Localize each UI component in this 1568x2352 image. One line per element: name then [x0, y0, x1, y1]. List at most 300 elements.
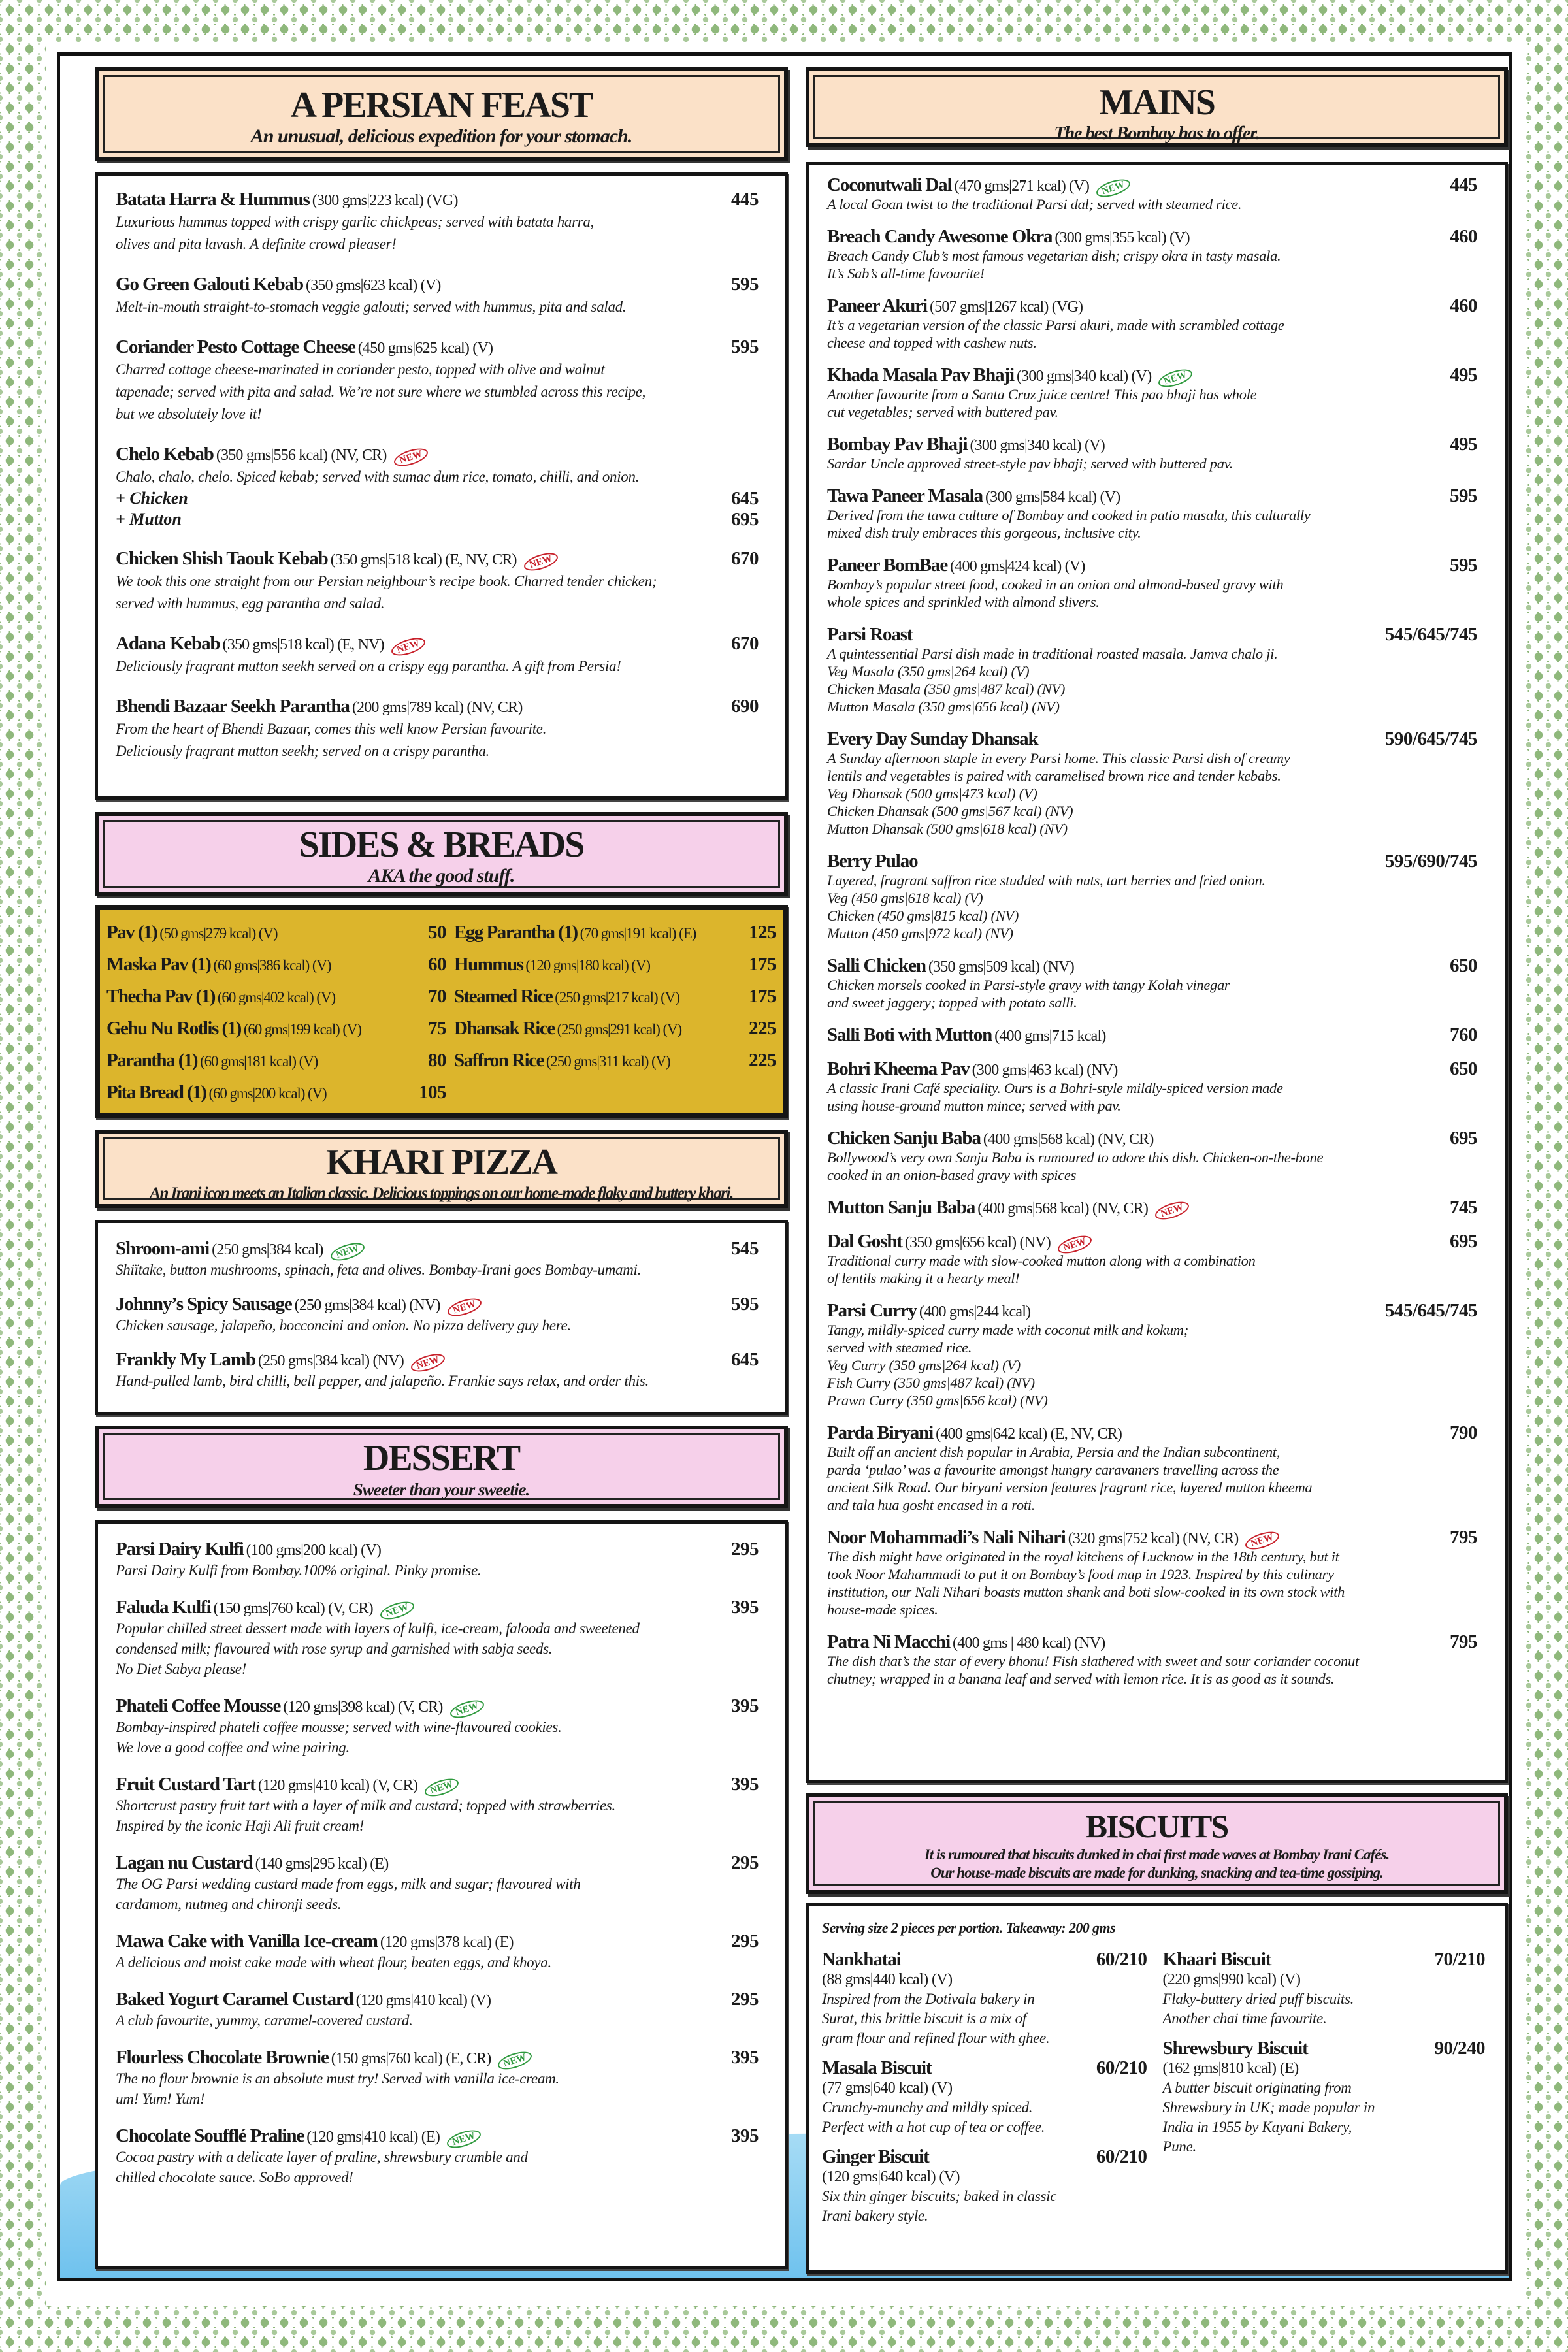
menu-item [827, 955, 1477, 1011]
biscuit-item [822, 1949, 1147, 2048]
item-title-row [116, 547, 759, 570]
menu-item [827, 365, 1477, 421]
item-price: 595 [727, 335, 759, 359]
item-description-line: A classic Irani Café speciality. Ours is a Bohri-style mildly-spiced version made [827, 1080, 1283, 1096]
item-title-row [827, 1300, 1477, 1321]
side-item [454, 1013, 776, 1045]
item-name: Shroom-ami [116, 1238, 210, 1259]
item-price: 295 [727, 1930, 759, 1952]
item-title-row [827, 624, 1477, 645]
item-weight-calories: (140 gms|295 kcal) (E) [255, 1855, 389, 1872]
item-price: 790 [1446, 1422, 1477, 1443]
item-description-line: No Diet Sabya please! [116, 1661, 247, 1677]
item-name: Frankly My Lamb [116, 1349, 255, 1370]
item-title-row [822, 2146, 1147, 2167]
item-weight-calories: (250 gms|217 kcal) (V) [555, 989, 679, 1005]
item-name: Bombay Pav Bhaji [827, 434, 968, 455]
item-title-row [827, 851, 1477, 872]
item-title-row [827, 485, 1477, 506]
item-description-line: Another chai time favourite. [1162, 2010, 1327, 2027]
item-title-row [827, 434, 1477, 455]
item-name: Ginger Biscuit [822, 2146, 929, 2167]
item-weight-calories: (50 gms|279 kcal) (V) [159, 925, 278, 941]
item-name: Parsi Dairy Kulfi [116, 1539, 244, 1560]
item-description-line: It’s a vegetarian version of the classic Parsi akuri, made with scrambled cottage [827, 317, 1284, 333]
section-subtitle: An unusual, delicious expedition for your stomach. [250, 125, 632, 147]
item-price: 75 [427, 1018, 446, 1039]
item-weight-calories: (400 gms|424 kcal) (V) [950, 558, 1085, 575]
item-weight-calories: (162 gms|810 kcal) (E) [1162, 2060, 1299, 2077]
item-weight-calories: (250 gms|311 kcal) (V) [546, 1053, 670, 1070]
item-price: 545/645/745 [1381, 1300, 1477, 1321]
section-title: MAINS [1099, 82, 1215, 123]
sides-left-column [106, 917, 446, 1113]
item-weight-calories: (100 gms|200 kcal) (V) [246, 1542, 382, 1559]
item-description-line: Mutton (450 gms|972 kcal) (NV) [827, 925, 1013, 941]
item-weight-calories: (150 gms|760 kcal) (V, CR) [213, 1600, 373, 1617]
item-price: 395 [727, 1596, 759, 1618]
menu-item [827, 226, 1477, 282]
item-description-line: um! Yum! Yum! [116, 2091, 205, 2107]
item-description-line: mixed dish truly embraces this gorgeous, inclusive city. [827, 525, 1141, 541]
biscuit-item [1162, 2038, 1485, 2157]
item-name: Breach Candy Awesome Okra [827, 226, 1053, 247]
item-name: Chelo Kebab [116, 444, 214, 465]
item-weight-calories: (60 gms|199 kcal) (V) [243, 1021, 361, 1037]
item-title-row [116, 1538, 759, 1560]
item-name: Coconutwali Dal [827, 174, 952, 195]
item-description-line: Bollywood’s very own Sanju Baba is rumoured to adore this dish. Chicken-on-the-bone [827, 1149, 1324, 1166]
section-header-sides-breads [95, 812, 788, 896]
item-description-line: A Sunday afternoon staple in every Parsi home. This classic Parsi dish of creamy [827, 750, 1290, 766]
item-price: 395 [727, 2125, 759, 2147]
item-price: 295 [727, 1538, 759, 1560]
option-price: 645 [727, 488, 759, 509]
item-price: 105 [418, 1082, 446, 1103]
item-name: Every Day Sunday Dhansak [827, 728, 1038, 749]
item-weight-calories: (320 gms|752 kcal) (NV, CR) [1068, 1530, 1239, 1547]
item-description-line: The OG Parsi wedding custard made from eggs, milk and sugar; flavoured with [116, 1876, 581, 1892]
menu-item [827, 1300, 1477, 1409]
menu-item [116, 2046, 759, 2109]
option-price: 695 [727, 509, 759, 530]
item-name: Johnny’s Spicy Sausage [116, 1294, 292, 1315]
menu-item [116, 694, 759, 762]
section-title: SIDES & BREADS [299, 825, 584, 865]
item-description-line: The no flour brownie is an absolute must try! Served with vanilla ice-cream. [116, 2070, 559, 2087]
item-description-line: whole spices and sprinkled with almond slivers. [827, 594, 1100, 610]
item-title-row [116, 188, 759, 211]
item-description-line: Tangy, mildly-spiced curry made with coconut milk and kokum; [827, 1322, 1188, 1338]
item-description-line: Luxurious hummus topped with crispy garlic chickpeas; served with batata harra, [116, 214, 595, 230]
item-weight-calories: (120 gms|398 kcal) (V, CR) [283, 1699, 443, 1716]
item-weight-calories: (120 gms|640 kcal) (V) [822, 2168, 960, 2185]
item-description-line: house-made spices. [827, 1601, 938, 1618]
item-description-line: Shiïtake, button mushrooms, spinach, feta and olives. Bombay-Irani goes Bombay-umami. [116, 1262, 642, 1278]
item-title-row [827, 1631, 1477, 1652]
item-price: 125 [749, 922, 776, 943]
item-description-line: Inspired by the iconic Haji Ali fruit cream! [116, 1818, 365, 1834]
menu-item [116, 1773, 759, 1836]
menu-item [827, 1527, 1477, 1618]
item-weight-calories: (300 gms|340 kcal) (V) [970, 437, 1105, 454]
item-price: 695 [1446, 1128, 1477, 1149]
new-badge: NEW [496, 2049, 534, 2074]
item-title-row [827, 1197, 1477, 1218]
item-description-line: using house-ground mutton mince; served with pav. [827, 1098, 1121, 1114]
item-weight-calories: (120 gms|410 kcal) (V) [355, 1992, 491, 2009]
item-description-line: A quintessential Parsi dish made in traditional roasted masala. Jamva chalo ji. [827, 645, 1278, 662]
item-description-line: The dish might have originated in the royal kitchens of Lucknow in the 18th century, but it [827, 1548, 1339, 1565]
menu-item [827, 1231, 1477, 1287]
item-description-line: lentils and vegetables is paired with caramelised brown rice and tender kebabs. [827, 768, 1281, 784]
item-name: Parantha (1) [106, 1050, 198, 1071]
item-name: Berry Pulao [827, 851, 918, 872]
item-description-line: chilled chocolate sauce. SoBo approved! [116, 2169, 353, 2185]
menu-item [116, 442, 759, 530]
new-badge: NEW [1153, 1199, 1191, 1224]
side-item [106, 1013, 446, 1045]
item-description-line: Deliciously fragrant mutton seekh; served on a crispy parantha. [116, 743, 489, 759]
item-weight-calories: (300 gms|340 kcal) (V) [1016, 368, 1152, 385]
item-weight-calories: (60 gms|181 kcal) (V) [200, 1053, 318, 1070]
item-name: Thecha Pav (1) [106, 986, 215, 1007]
item-weight-calories: (250 gms|384 kcal) [212, 1241, 323, 1258]
section-subtitle: Our house-made biscuits are made for dunking, snacking and tea-time gossiping. [930, 1865, 1383, 1881]
item-description-line: condensed milk; flavoured with rose syrup and garnished with sabja seeds. [116, 1641, 553, 1657]
item-title-row [827, 226, 1477, 247]
item-weight-calories: (350 gms|518 kcal) (E, NV, CR) [330, 551, 517, 568]
item-description-line: Mutton Dhansak (500 gms|618 kcal) (NV) [827, 821, 1068, 837]
item-description-line: It’s Sab’s all-time favourite! [827, 265, 985, 282]
menu-item [827, 851, 1477, 942]
side-item [454, 1045, 776, 1077]
item-description-line: served with hummus, egg parantha and salad. [116, 595, 385, 612]
item-price: 445 [1446, 174, 1477, 195]
item-name: Hummus [453, 954, 523, 975]
item-weight-calories: (60 gms|402 kcal) (V) [217, 989, 336, 1005]
item-description-line: Another favourite from a Santa Cruz juice centre! This pao bhaji has whole [827, 386, 1257, 402]
section-title: KHARI PIZZA [326, 1142, 557, 1183]
item-description-line: Bombay-inspired phateli coffee mousse; served with wine-flavoured cookies. [116, 1719, 562, 1735]
item-description-line: Bombay’s popular street food, cooked in an onion and almond-based gravy with [827, 576, 1284, 593]
item-name: Fruit Custard Tart [116, 1774, 255, 1795]
item-price: 295 [727, 1988, 759, 2010]
item-title-row [822, 2057, 1147, 2078]
item-title-row [822, 1949, 1147, 1970]
item-weight-calories: (88 gms|440 kcal) (V) [822, 1971, 953, 1988]
side-item [106, 981, 446, 1013]
item-description-line: ancient Silk Road. Our biryani version features fragrant rice, layered mutton kheema [827, 1479, 1313, 1495]
side-item [454, 949, 776, 981]
item-price: 60 [427, 954, 446, 975]
item-weight-calories: (400 gms|244 kcal) [919, 1303, 1031, 1320]
item-description-line: olives and pita lavash. A definite crowd pleaser! [116, 236, 397, 252]
item-name: Pav (1) [106, 922, 157, 943]
item-price: 795 [1446, 1631, 1477, 1652]
item-name: Patra Ni Macchi [827, 1631, 951, 1652]
item-description-line: cheese and topped with cashew nuts. [827, 335, 1037, 351]
item-price: 70/210 [1430, 1949, 1485, 1970]
item-description-line: Sardar Uncle approved street-style pav bhaji; served with buttered pav. [827, 455, 1233, 472]
item-title-row [116, 2046, 759, 2068]
biscuits-left-column [822, 1949, 1147, 2235]
item-weight-calories: (400 gms | 480 kcal) (NV) [953, 1635, 1105, 1652]
item-name: Noor Mohammadi’s Nali Nihari [827, 1527, 1066, 1548]
item-description-line: and tala hua gosht encased in a roti. [827, 1497, 1036, 1513]
item-description-line: Flaky-buttery dried puff biscuits. [1162, 1991, 1354, 2007]
item-weight-calories: (70 gms|191 kcal) (E) [580, 925, 696, 941]
menu-item [116, 1930, 759, 1972]
item-title-row [116, 442, 759, 466]
persian-feast-items [95, 172, 788, 800]
item-name: Paneer Akuri [827, 295, 928, 316]
item-title-row [116, 694, 759, 718]
item-description-line: Prawn Curry (350 gms|656 kcal) (NV) [827, 1392, 1048, 1409]
new-badge: NEW [445, 2127, 483, 2152]
item-price: 225 [749, 1050, 776, 1071]
item-name: Parsi Curry [827, 1300, 917, 1321]
menu-item [827, 1422, 1477, 1514]
menu-item [827, 1024, 1477, 1045]
section-header-khari-pizza [95, 1130, 788, 1208]
item-description-line: Six thin ginger biscuits; baked in classic [822, 2188, 1057, 2204]
new-badge: NEW [423, 1776, 461, 1801]
section-title: DESSERT [363, 1438, 520, 1478]
item-price: 795 [1446, 1527, 1477, 1548]
biscuit-item [1162, 1949, 1485, 2029]
new-badge: NEW [1094, 176, 1132, 201]
item-title-row [827, 1231, 1477, 1252]
item-price: 760 [1446, 1024, 1477, 1045]
biscuits-right-column [1162, 1949, 1485, 2235]
item-description-line: Chicken morsels cooked in Parsi-style gravy with tangy Kolah vinegar [827, 977, 1230, 993]
menu-item [116, 547, 759, 615]
item-name: Salli Boti with Mutton [827, 1024, 992, 1045]
item-price: 60/210 [1092, 2057, 1147, 2078]
item-name: Faluda Kulfi [116, 1597, 211, 1618]
item-title-row [827, 295, 1477, 316]
item-price: 395 [727, 1695, 759, 1717]
new-badge: NEW [448, 1697, 485, 1722]
option-label: + Chicken [116, 489, 188, 508]
item-title-row [116, 1348, 759, 1371]
item-description-line: Breach Candy Club’s most famous vegetarian dish; crispy okra in tasty masala. [827, 248, 1281, 264]
item-weight-calories: (220 gms|990 kcal) (V) [1162, 1971, 1301, 1988]
item-description-line: Veg (450 gms|618 kcal) (V) [827, 890, 983, 906]
item-description-line: Popular chilled street dessert made with layers of kulfi, ice-cream, falooda and sweetened [116, 1620, 640, 1637]
item-price: 225 [749, 1018, 776, 1039]
item-price: 650 [1446, 955, 1477, 976]
item-price: 60/210 [1092, 2146, 1147, 2167]
item-description-line: Cocoa pastry with a delicate layer of praline, shrewsbury crumble and [116, 2149, 528, 2165]
item-title-row [116, 1596, 759, 1618]
menu-item [827, 624, 1477, 715]
item-description-line: Derived from the tawa culture of Bombay and cooked in patio masala, this culturally [827, 507, 1311, 523]
new-badge: NEW [1156, 367, 1194, 391]
item-title-row [116, 1293, 759, 1315]
menu-item [116, 2125, 759, 2187]
menu-item [116, 272, 759, 318]
item-description-line: Shortcrust pastry fruit tart with a layer of milk and custard; topped with strawberries. [116, 1797, 615, 1814]
item-price: 175 [749, 954, 776, 975]
section-subtitle: Sweeter than your sweetie. [353, 1480, 530, 1499]
new-badge: NEW [392, 446, 430, 470]
item-weight-calories: (120 gms|180 kcal) (V) [525, 957, 650, 973]
item-description-line: A delicious and moist cake made with wheat flour, beaten eggs, and khoya. [116, 1954, 551, 1970]
section-header-dessert [95, 1426, 788, 1508]
item-name: Shrewsbury Biscuit [1162, 2038, 1308, 2059]
sides-breads-items [95, 905, 788, 1118]
item-price: 445 [727, 188, 759, 211]
menu-item [827, 434, 1477, 472]
item-description-line: tapenade; served with pita and salad. We’re not sure where we stumbled across this recipe, [116, 384, 646, 400]
menu-item [827, 295, 1477, 351]
item-title-row [116, 1852, 759, 1874]
item-price: 670 [727, 547, 759, 570]
item-price: 545 [727, 1237, 759, 1260]
item-price: 695 [1446, 1231, 1477, 1252]
new-badge: NEW [328, 1240, 366, 1265]
item-title-row [116, 335, 759, 359]
item-title-row [827, 555, 1477, 576]
item-price: 495 [1446, 434, 1477, 455]
item-title-row [116, 1695, 759, 1717]
item-weight-calories: (200 gms|789 kcal) (NV, CR) [351, 699, 523, 716]
side-item [106, 949, 446, 981]
item-weight-calories: (60 gms|386 kcal) (V) [213, 957, 331, 973]
section-subtitle: The best Bombay has to offer. [1054, 123, 1260, 144]
item-name: Dhansak Rice [453, 1018, 555, 1039]
new-badge: NEW [409, 1351, 447, 1376]
item-weight-calories: (400 gms|568 kcal) (NV, CR) [977, 1200, 1149, 1217]
item-title-row [1162, 1949, 1485, 1970]
item-price: 90/240 [1430, 2038, 1485, 2059]
item-price: 175 [749, 986, 776, 1007]
menu-item [827, 174, 1477, 213]
side-item [454, 981, 776, 1013]
item-description-line: Crunchy-munchy and mildly spiced. [822, 2099, 1033, 2115]
item-name: Chicken Shish Taouk Kebab [116, 548, 328, 569]
item-price: 595 [727, 1293, 759, 1315]
item-price: 70 [427, 986, 446, 1007]
new-badge: NEW [522, 550, 560, 575]
item-weight-calories: (60 gms|200 kcal) (V) [208, 1085, 327, 1102]
item-name: Mutton Sanju Baba [827, 1197, 975, 1218]
item-option [116, 509, 759, 530]
item-description-line: but we absolutely love it! [116, 406, 262, 422]
item-weight-calories: (77 gms|640 kcal) (V) [822, 2080, 953, 2097]
item-name: Saffron Rice [453, 1050, 544, 1071]
menu-item [116, 1695, 759, 1757]
menu-item [116, 1852, 759, 1914]
item-price: 645 [727, 1348, 759, 1371]
menu-item [116, 1293, 759, 1335]
item-price: 395 [727, 2046, 759, 2068]
new-badge: NEW [1056, 1233, 1094, 1258]
item-description-line: Mutton Masala (350 gms|656 kcal) (NV) [827, 698, 1060, 715]
item-title-row [116, 1773, 759, 1795]
item-price: 80 [427, 1050, 446, 1071]
item-price: 670 [727, 632, 759, 655]
item-description-line: gram flour and refined flour with ghee. [822, 2030, 1050, 2046]
item-description-line: Veg Masala (350 gms|264 kcal) (V) [827, 663, 1030, 679]
menu-item [827, 1128, 1477, 1184]
item-price: 460 [1446, 226, 1477, 247]
menu-item [827, 1058, 1477, 1115]
item-description-line: cut vegetables; served with buttered pav. [827, 404, 1058, 420]
item-name: Steamed Rice [453, 986, 553, 1007]
item-price: 745 [1446, 1197, 1477, 1218]
option-label: + Mutton [116, 510, 182, 529]
item-description-line: Shrewsbury in UK; made popular in [1162, 2099, 1375, 2115]
item-description-line: parda ‘pulao’ was a favourite amongst hungry caravaners travelling across the [827, 1462, 1279, 1478]
item-title-row [827, 1024, 1477, 1045]
menu-item [116, 188, 759, 255]
side-item [106, 1045, 446, 1077]
item-price: 590/645/745 [1381, 728, 1477, 749]
item-description-line: India in 1955 by Kayani Bakery, [1162, 2119, 1352, 2135]
item-weight-calories: (120 gms|410 kcal) (V, CR) [257, 1777, 418, 1794]
item-description-line: Perfect with a hot cup of tea or coffee. [822, 2119, 1045, 2135]
item-title-row [827, 1128, 1477, 1149]
item-description-line: The dish that’s the star of every bhonu! Fish slathered with sweet and sour coriander coconut [827, 1653, 1359, 1669]
section-header-mains [806, 67, 1508, 147]
item-description-line: Inspired from the Dotivala bakery in [822, 1991, 1035, 2007]
section-title: BISCUITS [1085, 1808, 1228, 1844]
menu-item [116, 1596, 759, 1679]
item-name: Maska Pav (1) [106, 954, 211, 975]
item-price: 595 [1446, 485, 1477, 506]
item-description-line: A club favourite, yummy, caramel-covered custard. [116, 2012, 413, 2029]
menu-item [827, 728, 1477, 838]
biscuit-item [822, 2146, 1147, 2226]
section-subtitle: An Irani icon meets an Italian classic. Delicious toppings on our home-made flaky and buttery khari. [150, 1184, 733, 1202]
new-badge: NEW [446, 1296, 483, 1320]
item-title-row [1162, 2038, 1485, 2059]
item-description-line: chutney; wrapped in a banana leaf and served with lemon rice. It is as good as it sounds. [827, 1671, 1335, 1687]
item-title-row [116, 1988, 759, 2010]
item-description-line: Hand-pulled lamb, bird chilli, bell pepper, and jalapeño. Frankie says relax, and order this. [116, 1373, 649, 1389]
item-description-line: Chicken Dhansak (500 gms|567 kcal) (NV) [827, 803, 1073, 819]
menu-item [116, 632, 759, 678]
item-price: 395 [727, 1773, 759, 1795]
item-description-line: served with steamed rice. [827, 1339, 972, 1356]
menu-item [116, 1538, 759, 1580]
item-description-line: From the heart of Bhendi Bazaar, comes this well know Persian favourite. [116, 721, 547, 737]
item-price: 460 [1446, 295, 1477, 316]
item-price: 50 [427, 922, 446, 943]
item-description-line: Built off an ancient dish popular in Arabia, Persia and the Indian subcontinent, [827, 1444, 1281, 1460]
item-title-row [827, 955, 1477, 976]
menu-item [827, 485, 1477, 542]
side-item [106, 1077, 446, 1109]
item-description-line: of lentils making it a hearty meal! [827, 1270, 1020, 1286]
item-description-line: Layered, fragrant saffron rice studded with nuts, tart berries and fried onion. [827, 872, 1266, 889]
item-description-line: Surat, this brittle biscuit is a mix of [822, 2010, 1026, 2027]
item-name: Gehu Nu Rotlis (1) [106, 1018, 241, 1039]
item-description-line: and sweet jaggery; topped with potato salli. [827, 994, 1077, 1011]
item-weight-calories: (507 gms|1267 kcal) (VG) [930, 299, 1083, 316]
item-name: Coriander Pesto Cottage Cheese [116, 336, 355, 357]
item-weight-calories: (400 gms|715 kcal) [994, 1028, 1106, 1045]
section-subtitle: AKA the good stuff. [368, 865, 515, 887]
menu-item [116, 1237, 759, 1280]
item-name: Parda Biryani [827, 1422, 934, 1443]
item-name: Tawa Paneer Masala [827, 485, 983, 506]
item-weight-calories: (120 gms|410 kcal) (E) [306, 2129, 440, 2146]
item-price: 60/210 [1092, 1949, 1147, 1970]
